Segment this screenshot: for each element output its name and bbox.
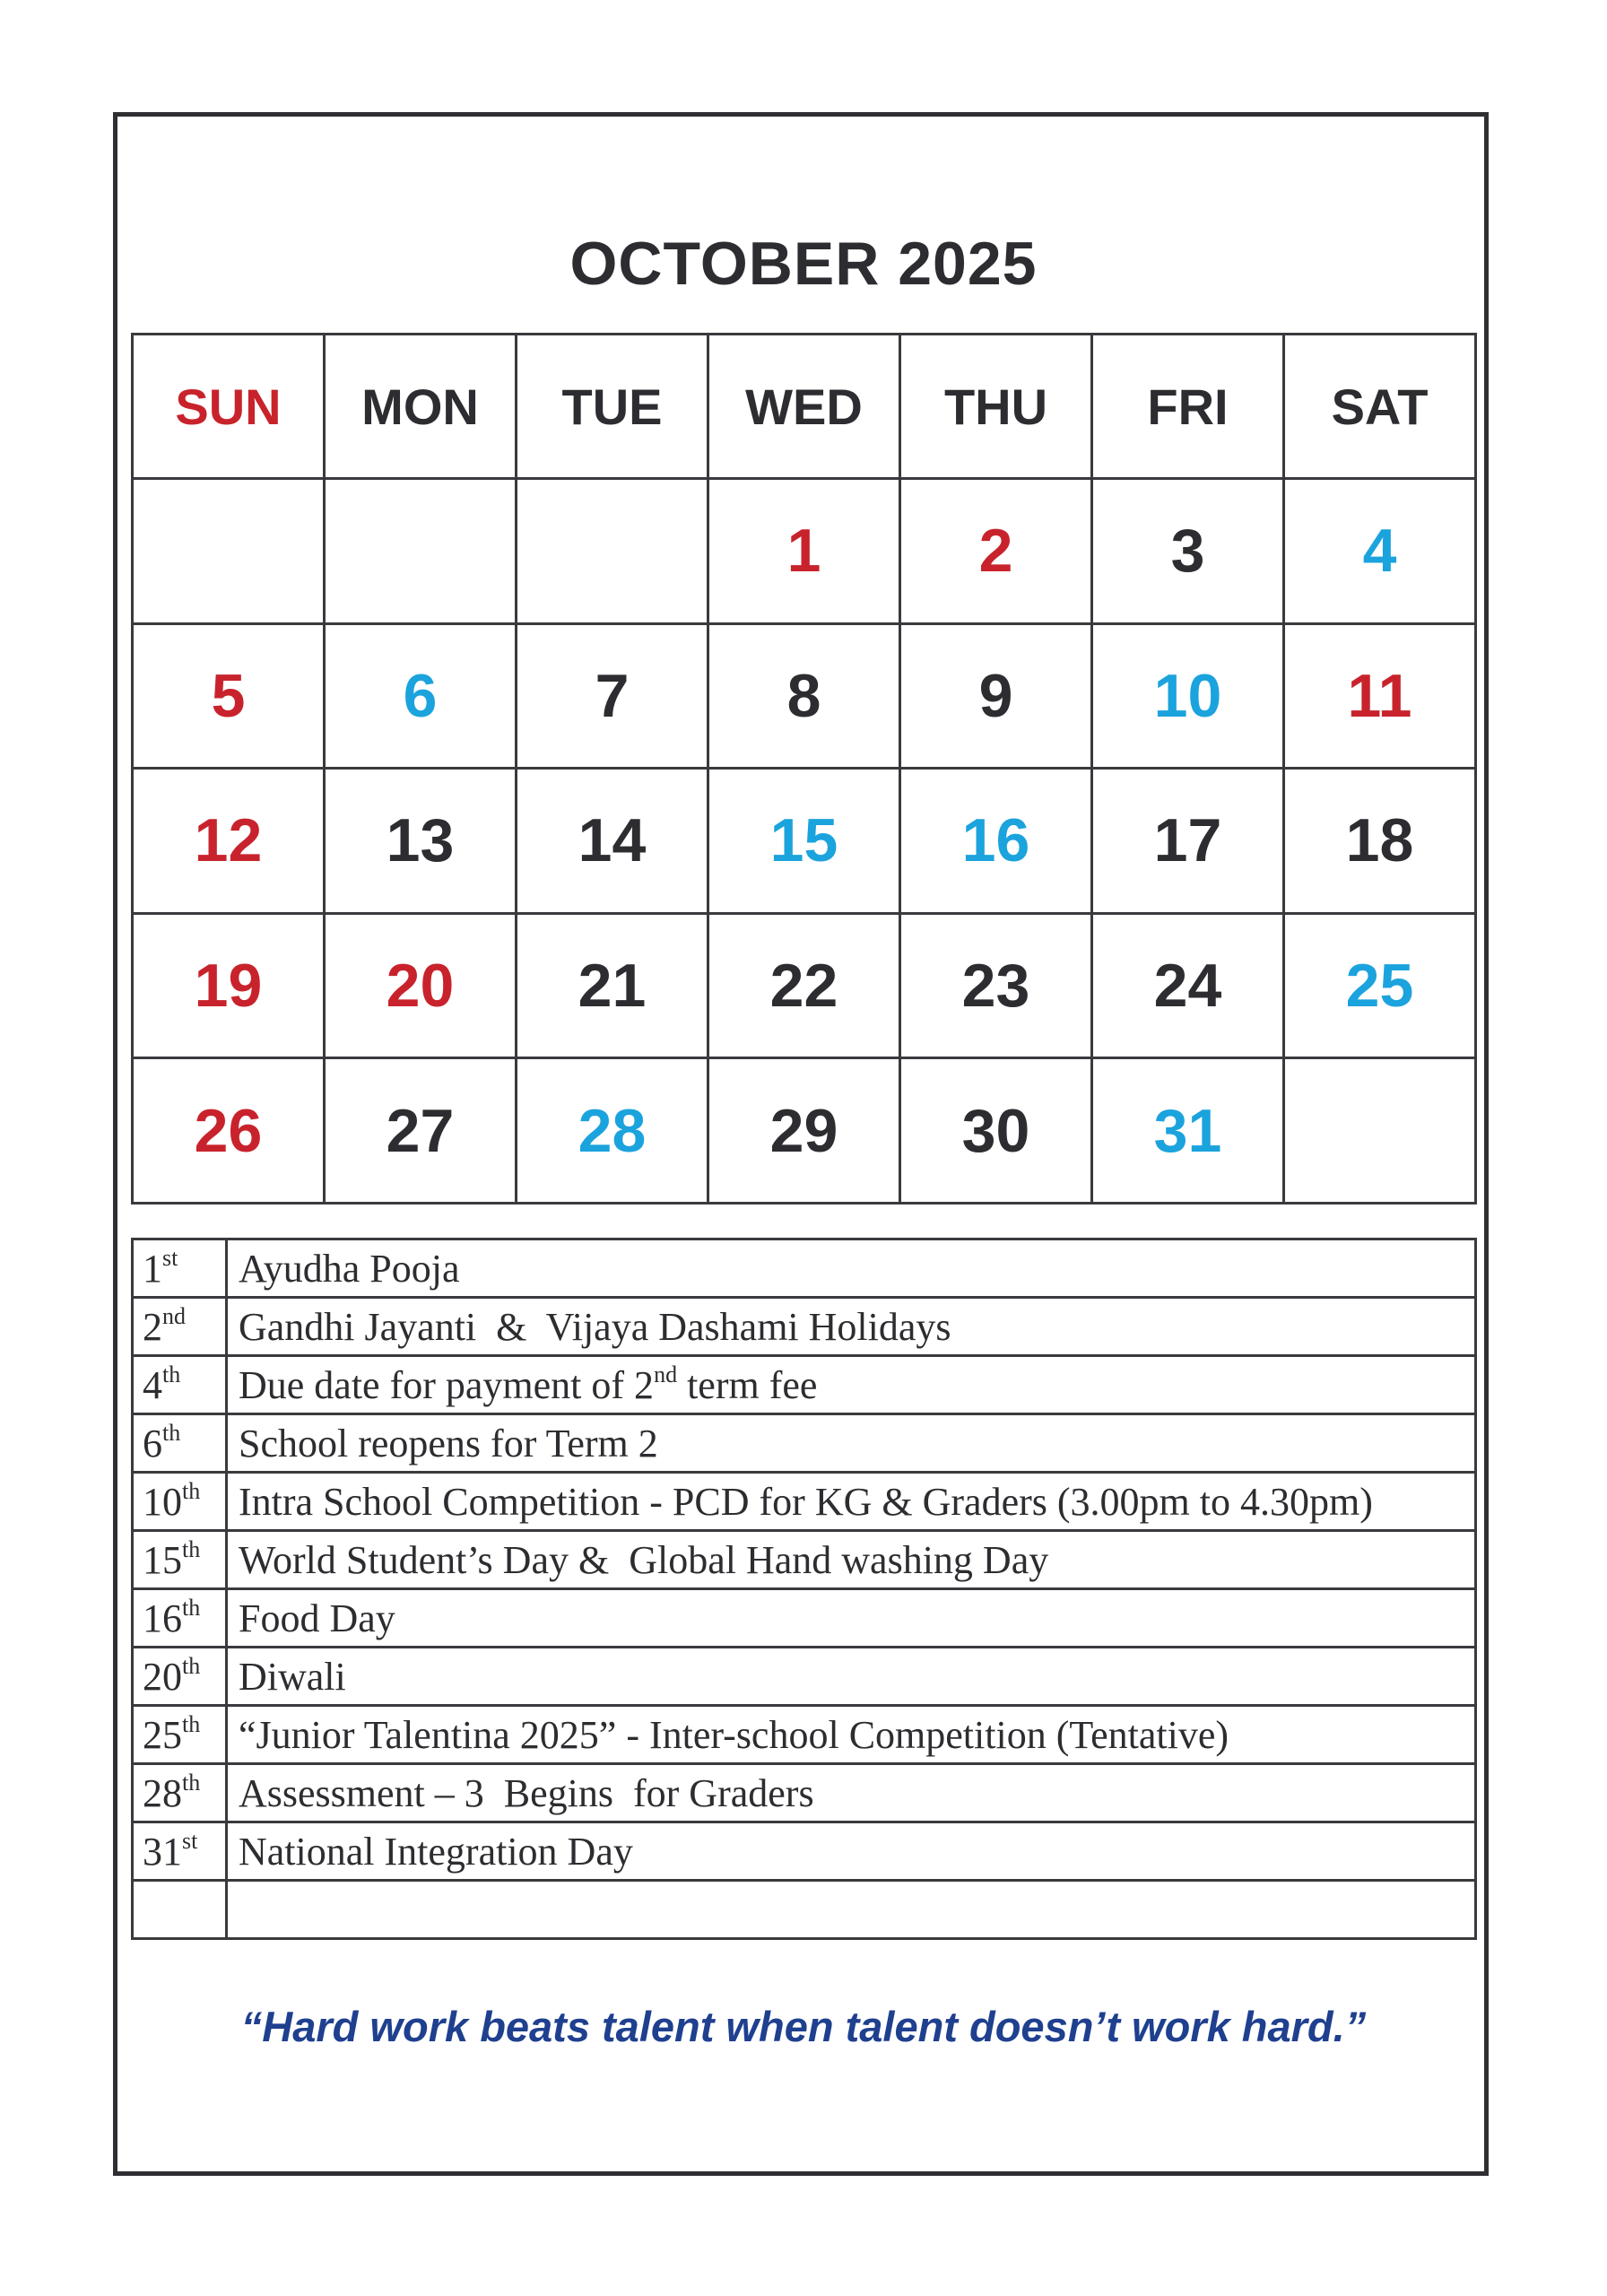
events-table bbox=[131, 1238, 1477, 1940]
event-description bbox=[227, 1706, 1476, 1764]
event-date bbox=[133, 1239, 227, 1298]
calendar-grid bbox=[131, 333, 1477, 1205]
event-date-suffix: st bbox=[162, 1244, 178, 1271]
calendar-day-28: 28 bbox=[517, 1058, 708, 1204]
event-text: “Junior Talentina 2025” - Inter-school Competition (Tentative) bbox=[239, 1712, 1229, 1757]
calendar-day-30: 30 bbox=[900, 1058, 1092, 1204]
calendar-day-13: 13 bbox=[325, 769, 517, 914]
calendar-title: OCTOBER 2025 bbox=[569, 230, 1038, 298]
event-date-suffix: th bbox=[182, 1652, 201, 1679]
event-text: Food Day bbox=[239, 1596, 395, 1640]
calendar-day-8: 8 bbox=[708, 623, 900, 769]
event-row bbox=[133, 1764, 1476, 1822]
weekday-wed: WED bbox=[708, 335, 900, 479]
calendar-day-9: 9 bbox=[900, 623, 1092, 769]
calendar-day-27: 27 bbox=[325, 1058, 517, 1204]
event-date-number: 1 bbox=[143, 1246, 162, 1291]
event-description bbox=[227, 1239, 1476, 1298]
event-row bbox=[133, 1589, 1476, 1648]
motivational-quote: “Hard work beats talent when talent doesn’t work hard.” bbox=[240, 2003, 1367, 2050]
calendar-week-row bbox=[133, 769, 1476, 914]
event-row bbox=[133, 1414, 1476, 1473]
weekday-thu: THU bbox=[900, 335, 1092, 479]
weekday-sat: SAT bbox=[1284, 335, 1476, 479]
event-date bbox=[133, 1531, 227, 1589]
event-row bbox=[133, 1473, 1476, 1531]
calendar-empty-cell bbox=[133, 479, 325, 624]
event-date-suffix: th bbox=[162, 1361, 181, 1387]
event-date-suffix: st bbox=[182, 1827, 198, 1854]
event-text-superscript: nd bbox=[654, 1361, 678, 1387]
calendar-day-24: 24 bbox=[1092, 913, 1284, 1058]
calendar-day-29: 29 bbox=[708, 1058, 900, 1204]
calendar-day-11: 11 bbox=[1284, 623, 1476, 769]
event-description bbox=[227, 1473, 1476, 1531]
event-date-number: 16 bbox=[143, 1596, 182, 1640]
event-row bbox=[133, 1648, 1476, 1706]
event-date-number: 6 bbox=[143, 1421, 162, 1465]
calendar-day-31: 31 bbox=[1092, 1058, 1284, 1204]
calendar-empty-cell bbox=[325, 479, 517, 624]
event-date-suffix: th bbox=[182, 1594, 201, 1621]
event-date bbox=[133, 1881, 227, 1939]
calendar-day-16: 16 bbox=[900, 769, 1092, 914]
event-date-suffix: th bbox=[162, 1419, 181, 1446]
event-row bbox=[133, 1356, 1476, 1414]
event-row bbox=[133, 1239, 1476, 1298]
calendar-day-7: 7 bbox=[517, 623, 708, 769]
event-text: National Integration Day bbox=[239, 1829, 633, 1874]
weekday-fri: FRI bbox=[1092, 335, 1284, 479]
calendar-day-3: 3 bbox=[1092, 479, 1284, 624]
event-row bbox=[133, 1822, 1476, 1881]
event-date bbox=[133, 1648, 227, 1706]
calendar-day-26: 26 bbox=[133, 1058, 325, 1204]
event-text: Ayudha Pooja bbox=[239, 1246, 460, 1291]
event-date bbox=[133, 1706, 227, 1764]
event-text: Intra School Competition - PCD for KG & Graders (3.00pm to 4.30pm) bbox=[239, 1479, 1373, 1524]
event-date-suffix: nd bbox=[162, 1302, 186, 1329]
event-text: Gandhi Jayanti & Vijaya Dashami Holidays bbox=[239, 1304, 951, 1349]
event-date-number: 4 bbox=[143, 1362, 162, 1407]
event-row bbox=[133, 1531, 1476, 1589]
event-date-suffix: th bbox=[182, 1710, 201, 1737]
event-date bbox=[133, 1764, 227, 1822]
calendar-day-4: 4 bbox=[1284, 479, 1476, 624]
event-date bbox=[133, 1356, 227, 1414]
event-date-suffix: th bbox=[182, 1535, 201, 1562]
calendar-day-10: 10 bbox=[1092, 623, 1284, 769]
calendar-day-21: 21 bbox=[517, 913, 708, 1058]
weekday-header-row bbox=[133, 335, 1476, 479]
event-text: World Student’s Day & Global Hand washing Day bbox=[239, 1537, 1049, 1582]
calendar-day-18: 18 bbox=[1284, 769, 1476, 914]
event-date-suffix: th bbox=[182, 1769, 201, 1796]
event-date bbox=[133, 1822, 227, 1881]
event-description bbox=[227, 1298, 1476, 1356]
weekday-mon: MON bbox=[325, 335, 517, 479]
event-text: School reopens for Term 2 bbox=[239, 1421, 658, 1465]
calendar-day-2: 2 bbox=[900, 479, 1092, 624]
event-date-number: 20 bbox=[143, 1654, 182, 1699]
event-text: term fee bbox=[677, 1362, 818, 1407]
calendar-body bbox=[133, 479, 1476, 1204]
event-text: Assessment – 3 Begins for Graders bbox=[239, 1770, 814, 1815]
calendar-day-22: 22 bbox=[708, 913, 900, 1058]
event-description bbox=[227, 1589, 1476, 1648]
calendar-week-row bbox=[133, 623, 1476, 769]
calendar-day-6: 6 bbox=[325, 623, 517, 769]
event-date-suffix: th bbox=[182, 1477, 201, 1504]
event-date bbox=[133, 1414, 227, 1473]
event-description bbox=[227, 1822, 1476, 1881]
event-description bbox=[227, 1356, 1476, 1414]
event-date bbox=[133, 1589, 227, 1648]
calendar-day-15: 15 bbox=[708, 769, 900, 914]
event-date-number: 25 bbox=[143, 1712, 182, 1757]
calendar-day-23: 23 bbox=[900, 913, 1092, 1058]
calendar-day-14: 14 bbox=[517, 769, 708, 914]
weekday-sun: SUN bbox=[133, 335, 325, 479]
event-description bbox=[227, 1764, 1476, 1822]
calendar-day-12: 12 bbox=[133, 769, 325, 914]
event-description bbox=[227, 1531, 1476, 1589]
event-date-number: 10 bbox=[143, 1479, 182, 1524]
calendar-empty-cell bbox=[1284, 1058, 1476, 1204]
calendar-week-row bbox=[133, 913, 1476, 1058]
calendar-week-row bbox=[133, 1058, 1476, 1204]
calendar-day-25: 25 bbox=[1284, 913, 1476, 1058]
event-row bbox=[133, 1298, 1476, 1356]
calendar-day-5: 5 bbox=[133, 623, 325, 769]
event-row bbox=[133, 1881, 1476, 1939]
event-date-number: 31 bbox=[143, 1829, 182, 1874]
calendar-day-1: 1 bbox=[708, 479, 900, 624]
weekday-tue: TUE bbox=[517, 335, 708, 479]
event-date-number: 28 bbox=[143, 1770, 182, 1815]
calendar-day-17: 17 bbox=[1092, 769, 1284, 914]
event-description bbox=[227, 1881, 1476, 1939]
events-body bbox=[133, 1239, 1476, 1939]
event-date-number: 15 bbox=[143, 1537, 182, 1582]
event-description bbox=[227, 1648, 1476, 1706]
event-text: Diwali bbox=[239, 1654, 346, 1699]
calendar-week-row bbox=[133, 479, 1476, 624]
event-date bbox=[133, 1298, 227, 1356]
event-date-number: 2 bbox=[143, 1304, 162, 1349]
calendar-day-19: 19 bbox=[133, 913, 325, 1058]
event-row bbox=[133, 1706, 1476, 1764]
event-description bbox=[227, 1414, 1476, 1473]
event-date bbox=[133, 1473, 227, 1531]
calendar-day-20: 20 bbox=[325, 913, 517, 1058]
event-text: Due date for payment of 2 bbox=[239, 1362, 655, 1407]
calendar-empty-cell bbox=[517, 479, 708, 624]
